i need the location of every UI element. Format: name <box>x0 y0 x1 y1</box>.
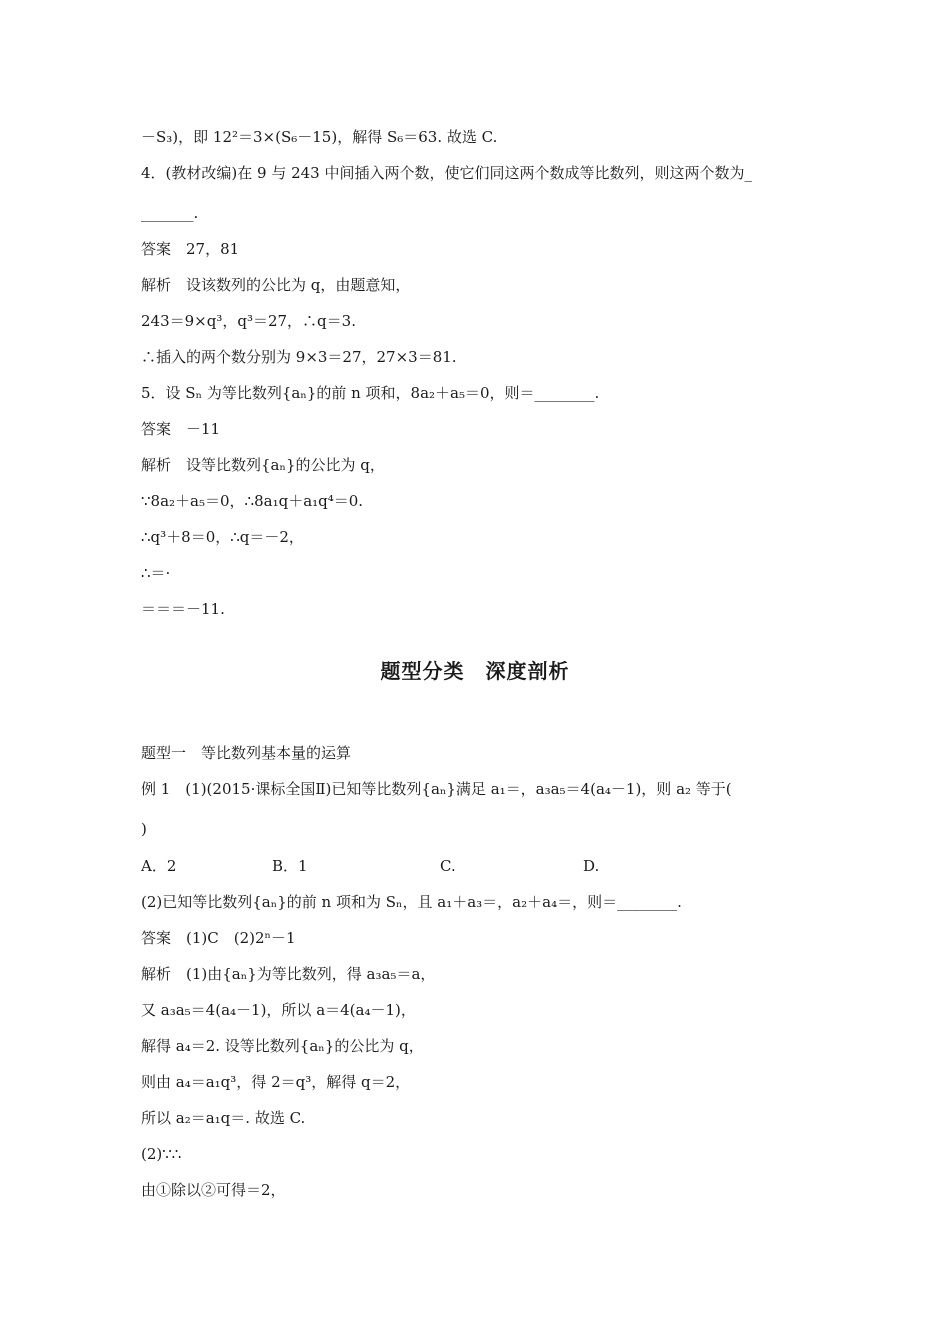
analysis-example-1-line-5: 所以 a₂＝a₁q＝. 故选 C. <box>141 1109 306 1127</box>
analysis-example-1-line-4: 则由 a₄＝a₁q³，得 2＝q³，解得 q＝2， <box>141 1073 411 1091</box>
analysis-5-line-4: ∴＝· <box>141 564 171 582</box>
example-1-part-2: (2)已知等比数列{aₙ}的前 n 项和为 Sₙ，且 a₁＋a₃＝，a₂＋a₄＝，则＝________. <box>141 893 682 911</box>
section-heading: 题型分类 深度剖析 <box>380 659 570 683</box>
answer-4: 答案 27，81 <box>141 240 240 258</box>
analysis-5-line-5: ＝＝＝－11. <box>141 600 225 618</box>
question-4-blank: _______. <box>141 204 199 222</box>
option-b: B．1 <box>272 857 308 875</box>
option-c: C. <box>440 857 456 875</box>
analysis-example-1-line-6: (2)∵∴ <box>141 1145 182 1163</box>
analysis-5: 解析 设等比数列{aₙ}的公比为 q， <box>141 456 385 474</box>
example-1-cont: ) <box>141 820 147 838</box>
question-4: 4．(教材改编)在 9 与 243 中间插入两个数，使它们同这两个数成等比数列，则这两个数为_ <box>141 164 752 182</box>
analysis-example-1-line-2: 又 a₃a₅＝4(a₄－1)，所以 a＝4(a₄－1)， <box>141 1001 416 1019</box>
answer-5: 答案 －11 <box>141 420 221 438</box>
example-1: 例 1 (1)(2015·课标全国Ⅱ)已知等比数列{aₙ}满足 a₁＝，a₃a₅＝4(a₄－1)，则 a₂ 等于( <box>141 780 732 798</box>
analysis-5-line-2: ∵8a₂＋a₅＝0，∴8a₁q＋a₁q⁴＝0. <box>141 492 364 510</box>
answer-example-1: 答案 (1)C (2)2ⁿ－1 <box>141 929 296 947</box>
option-a: A．2 <box>141 857 177 875</box>
analysis-4-line-2: 243＝9×q³，q³＝27，∴q＝3. <box>141 312 356 330</box>
analysis-example-1-line-7: 由①除以②可得＝2， <box>141 1181 286 1199</box>
analysis-example-1-line-3: 解得 a₄＝2. 设等比数列{aₙ}的公比为 q， <box>141 1037 424 1055</box>
analysis-5-line-3: ∴q³＋8＝0，∴q＝－2， <box>141 528 304 546</box>
question-5: 5．设 Sₙ 为等比数列{aₙ}的前 n 项和，8a₂＋a₅＝0，则＝________. <box>141 384 600 402</box>
line-1: －S₃)，即 12²＝3×(S₆－15)，解得 S₆＝63. 故选 C. <box>141 128 498 146</box>
analysis-example-1: 解析 (1)由{aₙ}为等比数列，得 a₃a₅＝a， <box>141 965 436 983</box>
topic-1-title: 题型一 等比数列基本量的运算 <box>141 744 352 762</box>
options-row <box>141 856 841 876</box>
analysis-4-line-3: ∴插入的两个数分别为 9×3＝27，27×3＝81. <box>141 348 457 366</box>
option-d: D. <box>583 857 600 875</box>
analysis-4: 解析 设该数列的公比为 q，由题意知， <box>141 276 411 294</box>
